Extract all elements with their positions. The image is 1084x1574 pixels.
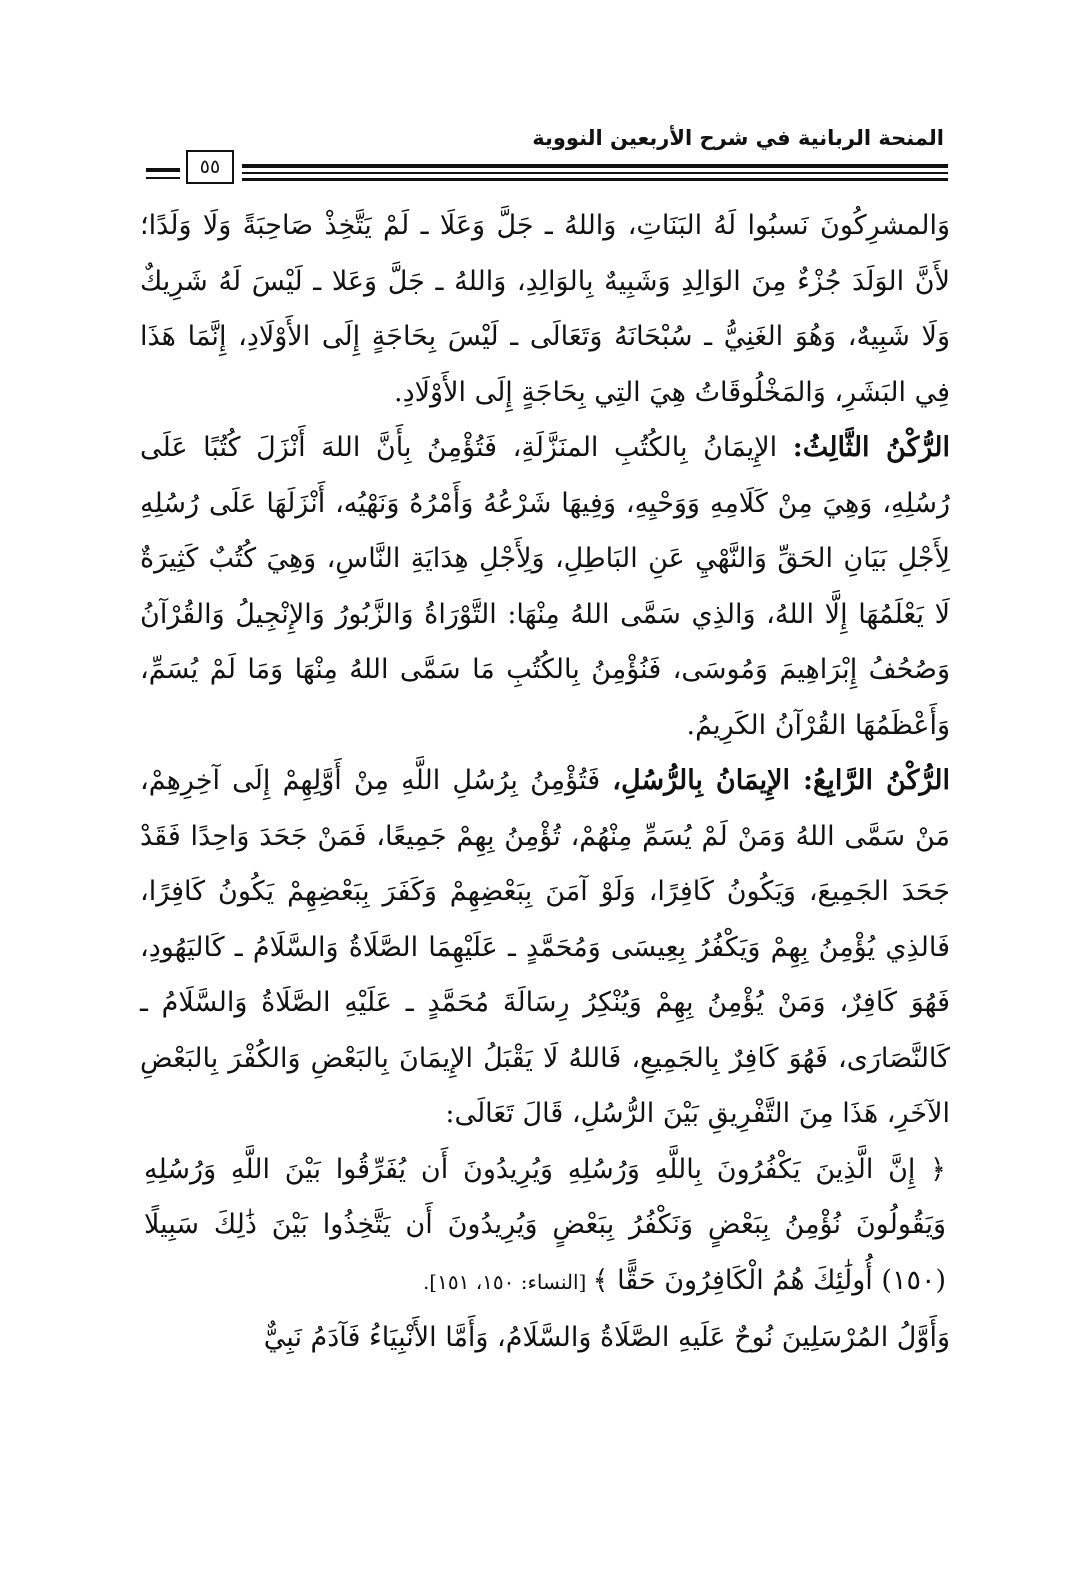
paragraph-text: الإِيمَانُ بِالكُتُبِ المنَزَّلَةِ، فَتُؤْمِنُ بِأَنَّ اللهَ أَنْزَلَ كُتُبًا عَلَى رُسُلِهِ، وَهِيَ مِنْ كَلَامِهِ وَوَحْيِهِ، وَفِيهَا شَرْعُهُ وَأَمْرُهُ وَنَهْيُه، أَنْزَلَهَا عَلَى رُسُلِهِ لِأَجْلِ بَيَانِ الحَقِّ وَالنَّهْيِ عَنِ البَاطِلِ، وَلِأَجْلِ هِدَايَةِ النَّاسِ، وَهِيَ كُتُبٌ كَثِيرَةٌ لَا يَعْلَمُهَا إِلَّا اللهُ، وَالذِي سَمَّى اللهُ مِنْهَا: التَّوْرَاةُ وَالزَّبُورُ وَالإِنْجِيلُ وَالقُرْآنُ وَصُحُفُ إِبْرَاهِيمَ وَمُوسَى، فَنُؤْمِنُ بِالكُتُبِ مَا سَمَّى اللهُ مِنْهَا وَمَا لَمْ يُسَمِّ، وَأَعْظَمُهَا القُرْآنُ الكَرِيمُ. [140,432,950,741]
header-rule-right [242,164,948,168]
paragraph-lead: الرُّكْنُ الثَّالِثُ: [792,432,950,463]
header-rule-right [242,178,948,181]
verse-text: ﴿ إِنَّ الَّذِينَ يَكْفُرُونَ بِاللَّهِ وَرُسُلِهِ وَيُرِيدُونَ أَن يُفَرِّقُوا بَيْنَ اللَّهِ وَرُسُلِهِ وَيَقُولُونَ نُؤْمِنُ بِبَعْضٍ وَنَكْفُرُ بِبَعْضٍ وَيُرِيدُونَ أَن يَتَّخِذُوا بَيْنَ ذَٰلِكَ سَبِيلًا (١٥٠) أُولَٰئِكَ هُمُ الْكَافِرُونَ حَقًّا ﴾ [144,1153,946,1296]
paragraph [140,420,950,753]
running-header-title: المنحة الربانية في شرح الأربعين النووية [532,126,944,150]
verse-reference: [النساء: ١٥٠، ١٥١]. [422,1269,593,1294]
body-text [140,198,950,1366]
quran-verse [140,1142,950,1311]
page-number: ٥٥ [186,150,234,184]
paragraph [140,753,950,1142]
paragraph-lead: الرُّكْنُ الرَّابِعُ: الإِيمَانُ بِالرُّسُلِ، [612,765,950,796]
header-rule-left [146,177,180,179]
paragraph-text: وَالمشرِكُونَ نَسبُوا لَهُ البَنَاتِ، وَاللهُ ـ جَلَّ وَعَلَا ـ لَمْ يَتَّخِذْ صَاحِبَةً وَلَا وَلَدًا؛ لأَنَّ الوَلَدَ جُزْءٌ مِنَ الوَالِدِ وَشَبِيهٌ بِالوَالِدِ، وَاللهُ ـ جَلَّ وَعَلا ـ لَيْسَ لَهُ شَرِيكٌ وَلَا شَبِيهٌ، وَهُوَ الغَنِيُّ ـ سُبْحَانَهُ وَتَعَالَى ـ لَيْسَ بِحَاجَةٍ إِلَى الأَوْلَادِ، إِنَّمَا هَذَا فِي البَشَرِ، وَالمَخْلُوقَاتُ هِيَ التِي بِحَاجَةٍ إِلَى الأَوْلَادِ. [140,210,950,408]
paragraph [140,1310,950,1366]
paragraph-text: فَتُؤْمِنُ بِرُسُلِ اللَّهِ مِنْ أَوَّلِهِمْ إِلَى آخِرِهِمْ، مَنْ سَمَّى اللهُ وَمَنْ لَمْ يُسَمِّ مِنْهُمْ، تُؤْمِنُ بِهِمْ جَمِيعًا، فَمَنْ جَحَدَ وَاحِدًا فَقَدْ جَحَدَ الجَمِيعَ، وَيَكُونُ كَافِرًا، وَلَوْ آمَنَ بِبَعْضِهِمْ وَكَفَرَ بِبَعْضِهِمْ يَكُونُ كَافِرًا، فَالذِي يُؤْمِنُ بِهِمْ وَيَكْفُرُ بِعِيسَى وَمُحَمَّدٍ ـ عَلَيْهِمَا الصَّلَاةُ وَالسَّلَامُ ـ كَاليَهُودِ، فَهُوَ كَافِرٌ، وَمَنْ يُؤْمِنُ بِهِمْ وَيُنْكِرُ رِسَالَةَ مُحَمَّدٍ ـ عَلَيْهِ الصَّلَاةُ وَالسَّلَامُ ـ كَالنَّصَارَى، فَهُوَ كَافِرٌ بِالجَمِيعِ، فَاللهُ لَا يَقْبَلُ الإِيمَانَ بِالبَعْضِ وَالكُفْرَ بِالبَعْضِ الآخَرِ، هَذَا مِنَ التَّفْرِيقِ بَيْنَ الرُّسُلِ، قَالَ تَعَالَى: [140,765,950,1129]
paragraph-text: وَأَوَّلُ المُرْسَلِينَ نُوحٌ عَلَيهِ الصَّلَاةُ وَالسَّلَامُ، وَأَمَّا الأَنْبِيَاءُ فَآدَمُ نَبِيٌّ [263,1322,950,1353]
header-rule-left [146,168,180,172]
header-rule-right [242,172,948,174]
paragraph [140,198,950,420]
